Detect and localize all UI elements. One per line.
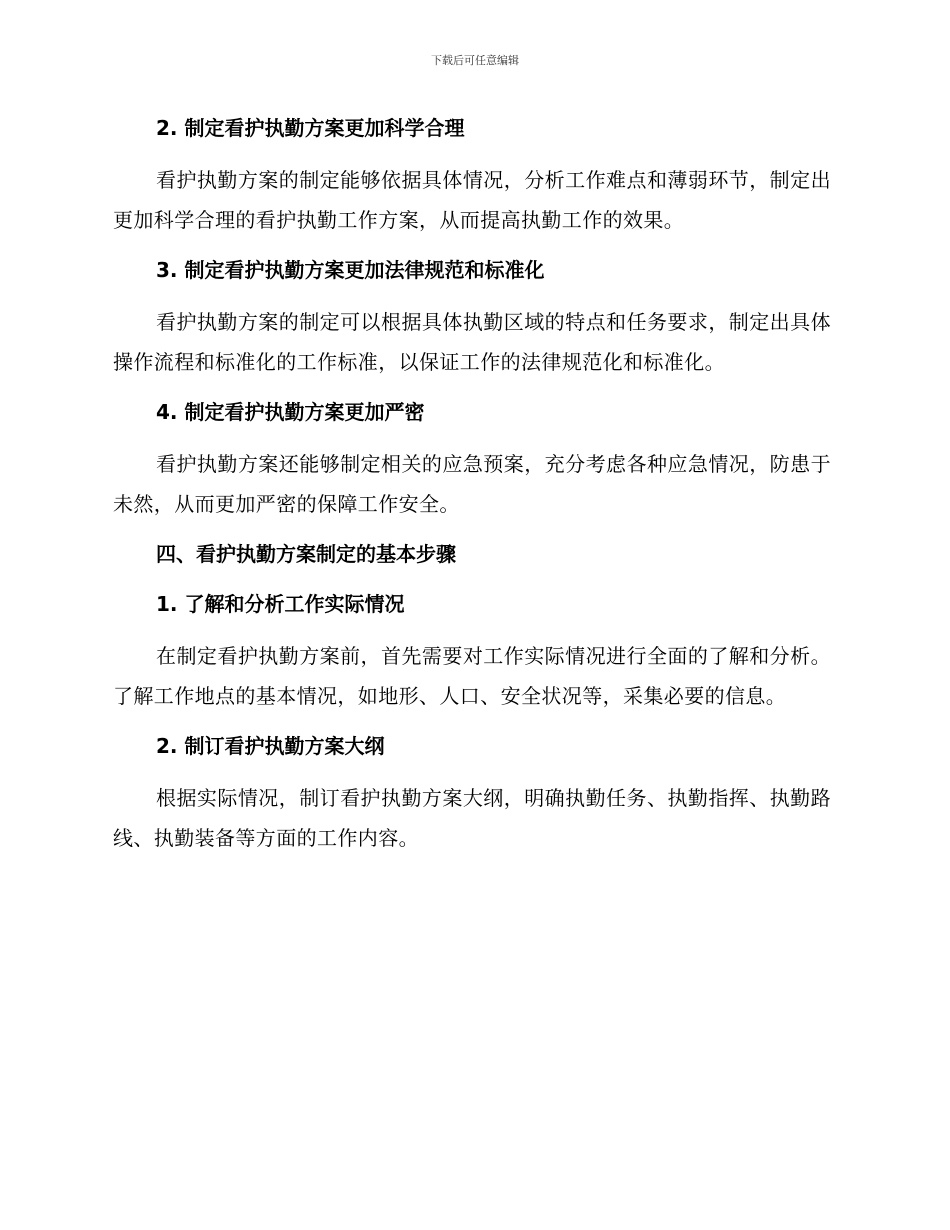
section-heading-2: 2. 制定看护执勤方案更加科学合理 <box>156 116 465 140</box>
section-paragraph-4: 看护执勤方案还能够制定相关的应急预案，充分考虑各种应急情况，防患于未然，从而更加严密的保障工作安全。 <box>113 452 831 516</box>
section-paragraph-2: 看护执勤方案的制定能够依据具体情况，分析工作难点和薄弱环节，制定出更加科学合理的看护执勤工作方案，从而提高执勤工作的效果。 <box>113 168 831 232</box>
step-heading-1: 1. 了解和分析工作实际情况 <box>156 592 405 616</box>
document-body <box>113 110 831 858</box>
step-paragraph-1: 在制定看护执勤方案前，首先需要对工作实际情况进行全面的了解和分析。了解工作地点的基本情况，如地形、人口、安全状况等，采集必要的信息。 <box>113 644 831 708</box>
section-heading-4: 4. 制定看护执勤方案更加严密 <box>156 400 425 424</box>
section-heading-3: 3. 制定看护执勤方案更加法律规范和标准化 <box>156 258 545 282</box>
section-paragraph-3: 看护执勤方案的制定可以根据具体执勤区域的特点和任务要求，制定出具体操作流程和标准化的工作标准，以保证工作的法律规范化和标准化。 <box>113 310 831 374</box>
step-heading-2: 2. 制订看护执勤方案大纲 <box>156 734 385 758</box>
step-paragraph-2: 根据实际情况，制订看护执勤方案大纲，明确执勤任务、执勤指挥、执勤路线、执勤装备等方面的工作内容。 <box>113 786 831 850</box>
page-header: 下载后可任意编辑 <box>431 54 519 67</box>
chapter-heading: 四、看护执勤方案制定的基本步骤 <box>156 542 456 566</box>
